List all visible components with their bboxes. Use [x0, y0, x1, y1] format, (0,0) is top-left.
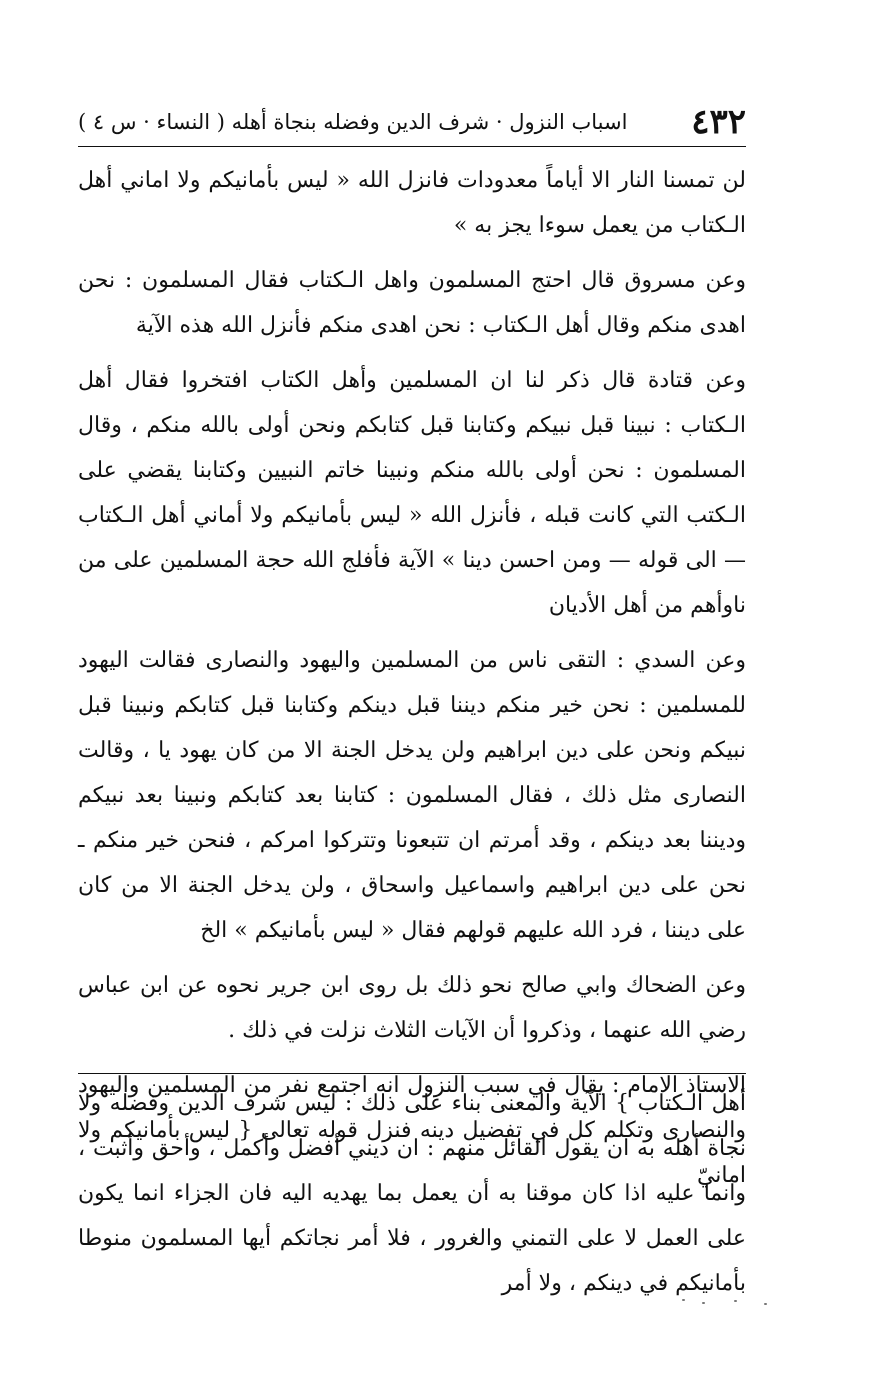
page-header — [78, 100, 746, 144]
paragraph: وعن السدي : التقى ناس من المسلمين واليهود والنصارى فقالت اليهود للمسلمين : نحن خير منكم ديننا قبل دينكم وكتابنا قبل كتابكم ونبينا قبل نبيكم ونحن على دين ابراهيم ولن يدخل الجنة الا من كان يهود يا ، وقالت النصارى مثل ذلك ، فقال المسلمون : كتابنا بعد كتابكم ونبينا بعد نبيكم وديننا بعد دينكم ، وقد أمرتم ان تتبعونا وتتركوا امركم ، فنحن خير منكم ـ نحن على دين ابراهيم واسماعيل واسحاق ، ولن يدخل الجنة الا من كان على ديننا ، فرد الله عليهم قولهم فقال « ليس بأمانيكم » الخ — [78, 648, 746, 943]
body-text-upper — [78, 158, 746, 1208]
scan-speck — [764, 1303, 767, 1305]
paragraph: وعن الضحاك وابي صالح نحو ذلك بل روى ابن جرير نحوه عن ابن عباس رضي الله عنهما ، وذكروا أن الآيات الثلاث نزلت في ذلك . — [78, 973, 746, 1043]
scan-speck — [702, 1302, 705, 1304]
page-number: ٤٣٢ — [691, 102, 746, 142]
paragraph: لن تمسنا النار الا أياماً معدودات فانزل الله « ليس بأمانيكم ولا اماني أهل الـكتاب من يعمل سوءا يجز به » — [78, 168, 746, 238]
paragraph: وعن قتادة قال ذكر لنا ان المسلمين وأهل الكتاب افتخروا فقال أهل الـكتاب : نبينا قبل نبيكم وكتابنا قبل كتابكم ونحن أولى بالله منكم ، وقال المسلمون : نحن أولى بالله منكم ونبينا خاتم النبيين وكتابنا يقضي على الـكتب التي كانت قبله ، فأنزل الله « ليس بأمانيكم ولا أماني أهل الـكتاب — الى قوله — ومن احسن دينا » الآية فأفلج الله حجة المسلمين على من ناوأهم من أهل الأديان — [78, 368, 746, 618]
running-head: اسباب النزول · شرف الدين وفضله بنجاة أهله ( النساء · س ٤ ) — [78, 110, 628, 134]
body-text-lower — [78, 1081, 746, 1316]
section-divider — [78, 1073, 746, 1074]
scan-speck — [734, 1300, 737, 1302]
paragraph: الاستاذ الامام : يقال في سبب النزول انه اجتمع نفر من المسلمين واليهود والنصارى وتكلم كل في تفضيل دينه فنزل قوله تعالى { ليس بأمانيكم ولا امانيّ — [78, 1073, 746, 1188]
paragraph: أهل الـكتاب } الآية والمعنى بناء على ذلك : ليس شرف الدين وفضله ولا نجاة أهله به ان يقول القائل منهم : ان ديني أفضل وأكمل ، وأحق وأثبت ، وانما عليه اذا كان موقنا به أن يعمل بما يهديه اليه فان الجزاء انما يكون على العمل لا على التمني والغرور ، فلا أمر نجاتكم أيها المسلمون منوطا بأمانيكم في دينكم ، ولا أمر — [78, 1091, 746, 1296]
scan-speck — [682, 1299, 685, 1301]
header-rule — [78, 146, 746, 147]
paragraph: وعن مسروق قال احتج المسلمون واهل الـكتاب فقال المسلمون : نحن اهدى منكم وقال أهل الـكتاب : نحن اهدى منكم فأنزل الله هذه الآية — [78, 268, 746, 338]
